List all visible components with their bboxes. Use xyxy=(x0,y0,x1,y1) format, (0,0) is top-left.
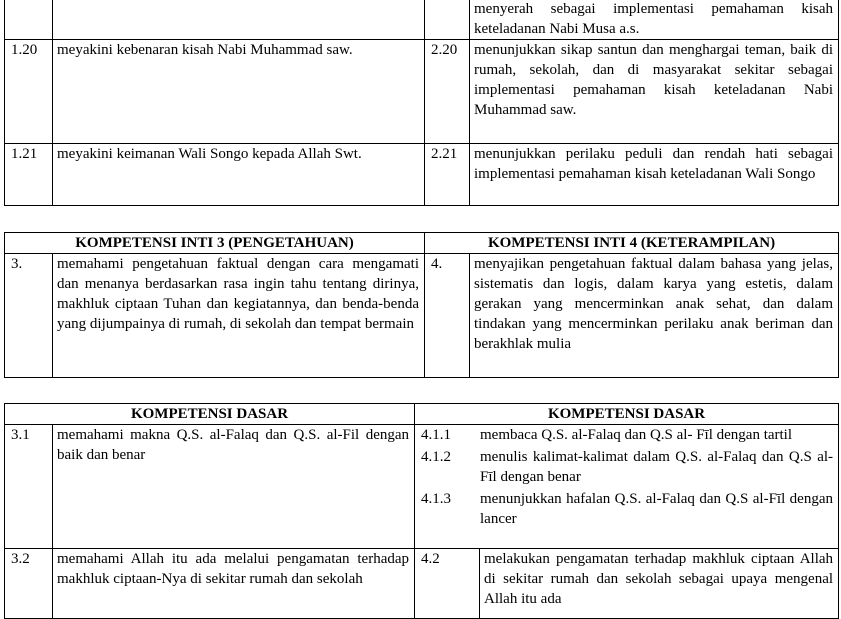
kompetensi-inti-table xyxy=(4,232,839,378)
row-number: 3.2 xyxy=(5,549,53,619)
table-row xyxy=(5,549,839,619)
kompetensi-table-1 xyxy=(4,0,839,206)
table-header-row xyxy=(5,404,839,425)
table-row xyxy=(5,254,839,378)
table-row xyxy=(5,40,839,144)
header-kd-left: KOMPETENSI DASAR xyxy=(5,404,415,425)
row-text: melakukan pengamatan terhadap makhluk ciptaan Allah di sekitar rumah dan sekolah sebagai upaya mengenal Allah itu ada xyxy=(480,549,839,619)
item-text: menulis kalimat-kalimat dalam Q.S. al-Falaq dan Q.S al-Fīl dengan benar xyxy=(480,449,834,485)
item-text: membaca Q.S. al-Falaq dan Q.S al- Fīl dengan tartil xyxy=(480,427,793,443)
row-number: 3. xyxy=(5,254,53,378)
sub-items-cell xyxy=(415,425,839,549)
row-text xyxy=(53,0,425,40)
header-ki4: KOMPETENSI INTI 4 (KETERAMPILAN) xyxy=(425,233,839,254)
row-text: memahami Allah itu ada melalui pengamatan terhadap makhluk ciptaan-Nya di sekitar rumah dan sekolah xyxy=(53,549,415,619)
row-text: memahami makna Q.S. al-Falaq dan Q.S. al-Fil dengan baik dan benar xyxy=(53,425,415,549)
row-number: 4. xyxy=(425,254,470,378)
item-number: 4.1.2 xyxy=(421,449,452,465)
row-text: meyakini keimanan Wali Songo kepada Allah Swt. xyxy=(53,144,425,206)
row-number: 2.20 xyxy=(425,40,470,144)
row-number xyxy=(425,0,470,40)
list-item xyxy=(415,425,839,447)
row-number: 1.20 xyxy=(5,40,53,144)
kompetensi-dasar-table xyxy=(4,403,839,619)
table-header-row xyxy=(5,233,839,254)
table-row xyxy=(5,144,839,206)
row-text: menunjukkan sikap santun dan menghargai teman, baik di rumah, sekolah, dan di masyarakat sekitar sebagai implementasi pemahaman kisah keteladanan Nabi Muhammad saw. xyxy=(470,40,839,144)
row-number: 1.21 xyxy=(5,144,53,206)
header-ki3: KOMPETENSI INTI 3 (PENGETAHUAN) xyxy=(5,233,425,254)
row-number: 3.1 xyxy=(5,425,53,549)
sub-items xyxy=(415,425,839,529)
row-text: memahami pengetahuan faktual dengan cara mengamati dan menanya berdasarkan rasa ingin tahu tentang dirinya, makhluk ciptaan Tuhan dan kegiatannya, dan benda-benda yang dijumpainya di rumah, di sekolah dan tempat bermain xyxy=(53,254,425,378)
item-number: 4.1.3 xyxy=(421,491,452,507)
table-row xyxy=(5,425,839,549)
row-number: 4.2 xyxy=(415,549,480,619)
item-text: menunjukkan hafalan Q.S. al-Falaq dan Q.S al-Fīl dengan lancer xyxy=(480,491,834,527)
row-text: menyajikan pengetahuan faktual dalam bahasa yang jelas, sistematis dan logis, dalam karya yang estetis, dalam gerakan yang mencerminkan anak sehat, dan dalam tindakan yang mencerminkan perilaku anak beriman dan berakhlak mulia xyxy=(470,254,839,378)
list-item xyxy=(415,489,839,529)
header-kd-right: KOMPETENSI DASAR xyxy=(415,404,839,425)
row-number xyxy=(5,0,53,40)
row-number: 2.21 xyxy=(425,144,470,206)
row-text: menyerah sebagai implementasi pemahaman kisah keteladanan Nabi Musa a.s. xyxy=(470,0,839,40)
list-item xyxy=(415,447,839,489)
row-text: menunjukkan perilaku peduli dan rendah hati sebagai implementasi pemahaman kisah keteladanan Wali Songo xyxy=(470,144,839,206)
table-row xyxy=(5,0,839,40)
item-number: 4.1.1 xyxy=(421,427,452,443)
row-text: meyakini kebenaran kisah Nabi Muhammad saw. xyxy=(53,40,425,144)
